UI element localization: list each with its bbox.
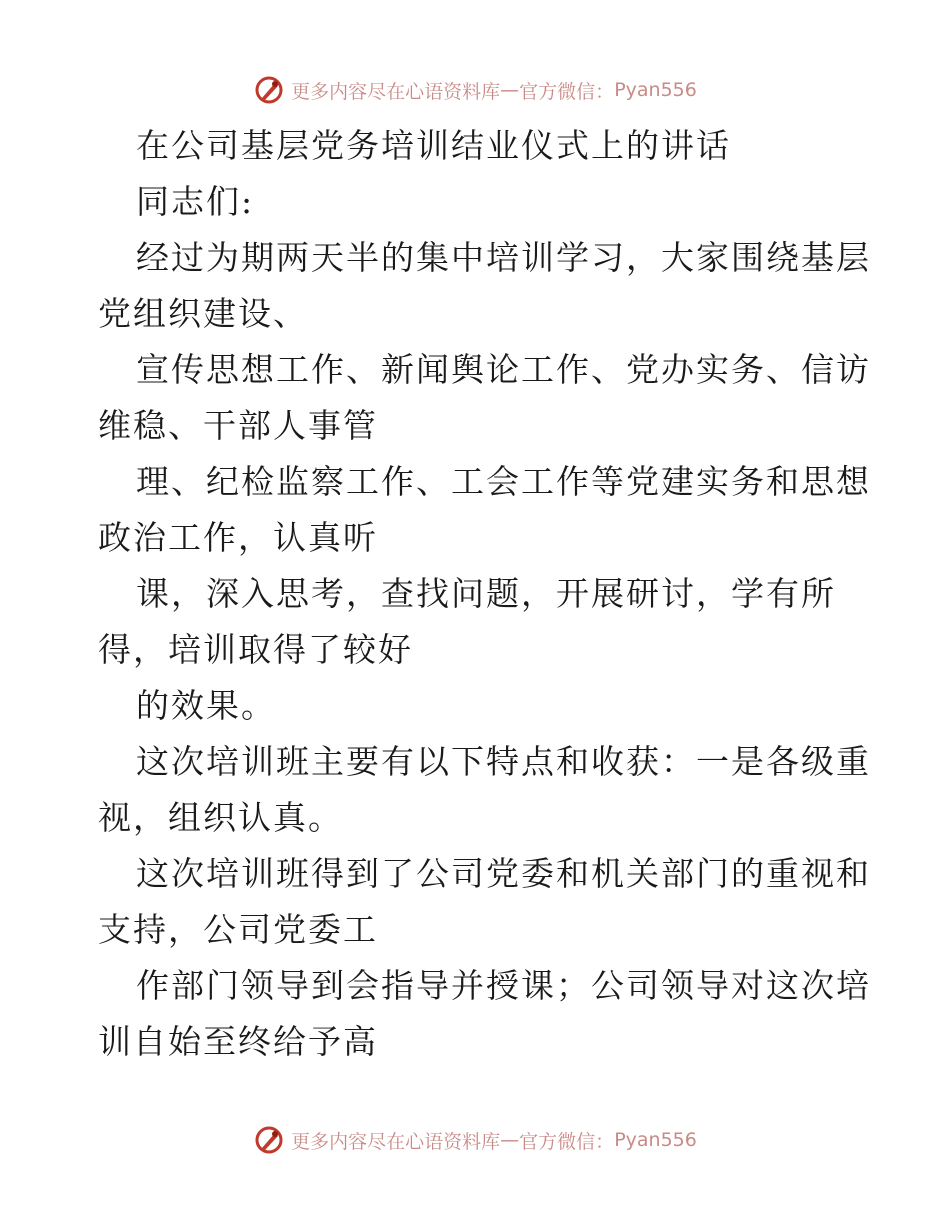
- text-line: 课，深入思考，查找问题，开展研讨，学有所: [136, 574, 836, 613]
- watermark-wechat-label: 官方微信：: [519, 80, 615, 103]
- text-line: 政治工作，认真听: [98, 518, 378, 557]
- text-line: 这次培训班主要有以下特点和收获：一是各级重: [136, 742, 871, 781]
- salutation: 同志们:: [136, 182, 255, 221]
- watermark-header: [0, 70, 950, 110]
- watermark-wechat-id: Pyan556: [614, 1129, 697, 1151]
- watermark-site-text: 更多内容尽在心语资料库: [291, 1130, 501, 1153]
- watermark-separator: —: [500, 79, 520, 101]
- text-line: 理、纪检监察工作、工会工作等党建实务和思想: [136, 462, 871, 501]
- text-line: 视，组织认真。: [98, 798, 343, 837]
- text-line: 党组织建设、: [98, 294, 308, 333]
- text-line: 经过为期两天半的集中培训学习，大家围绕基层: [136, 238, 871, 277]
- document-body: [98, 118, 871, 1070]
- watermark-separator: —: [500, 1129, 520, 1151]
- text-line: 维稳、干部人事管: [98, 406, 378, 445]
- watermark-wechat-id: Pyan556: [614, 79, 697, 101]
- document-title: 在公司基层党务培训结业仪式上的讲话: [136, 126, 731, 165]
- text-line: 作部门领导到会指导并授课；公司领导对这次培: [136, 966, 871, 1005]
- text-line: 得，培训取得了较好: [98, 630, 413, 669]
- text-line: 这次培训班得到了公司党委和机关部门的重视和: [136, 854, 871, 893]
- quill-logo-icon: [253, 74, 285, 106]
- watermark-site-text: 更多内容尽在心语资料库: [291, 80, 501, 103]
- quill-logo-icon: [253, 1124, 285, 1156]
- watermark-wechat-label: 官方微信：: [519, 1130, 615, 1153]
- text-line: 的效果。: [136, 686, 276, 725]
- watermark-footer: [0, 1120, 950, 1160]
- text-line: 训自始至终给予高: [98, 1022, 378, 1061]
- text-line: 宣传思想工作、新闻舆论工作、党办实务、信访: [136, 350, 871, 389]
- text-line: 支持，公司党委工: [98, 910, 378, 949]
